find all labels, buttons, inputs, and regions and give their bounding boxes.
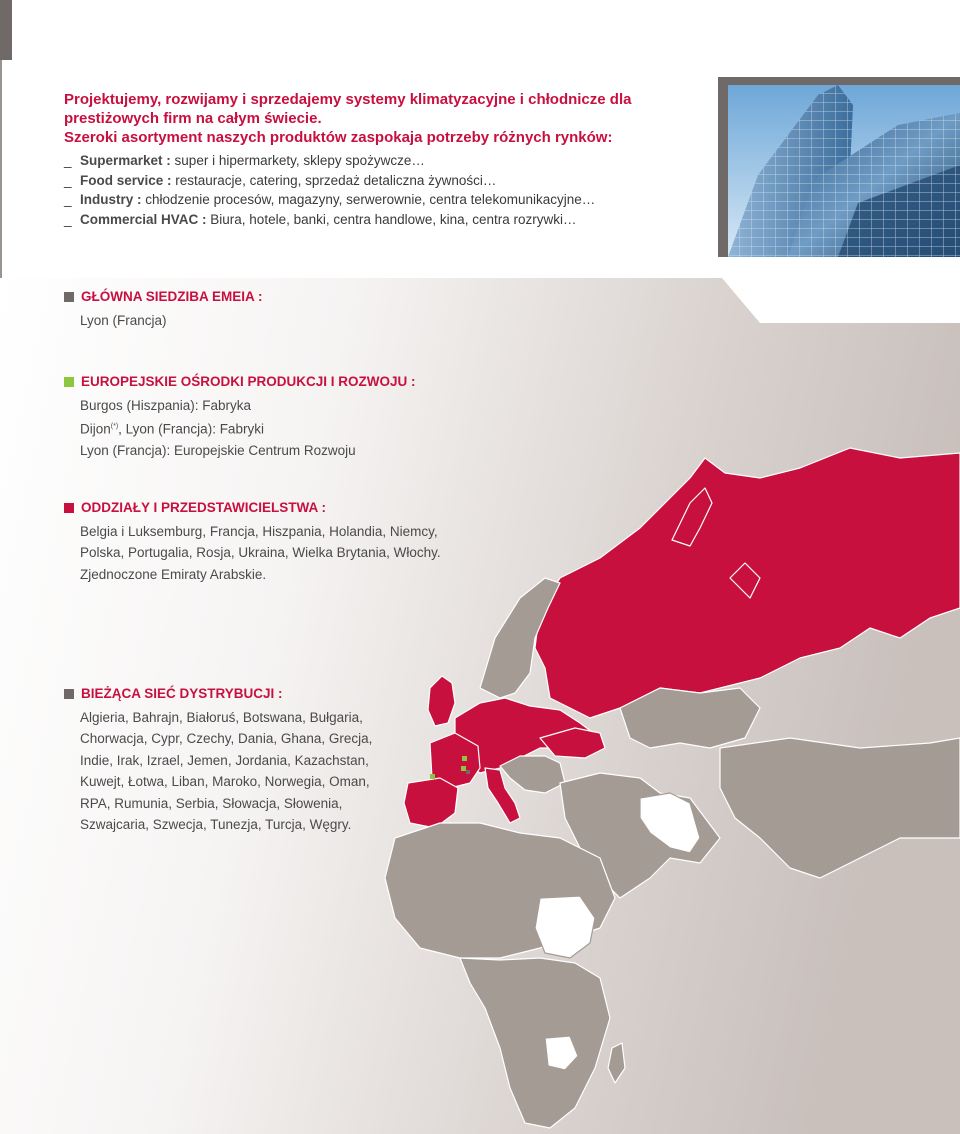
building-photo — [728, 85, 960, 257]
hq-marker-lyon — [466, 770, 470, 774]
glass-building-illustration — [728, 85, 960, 257]
bullet-dash: _ — [64, 211, 72, 227]
market-desc: Biura, hotele, banki, centra handlowe, kina, centra rozrywki… — [206, 211, 577, 227]
headquarters-heading — [64, 286, 263, 308]
distribution-line: Kuwejt, Łotwa, Liban, Maroko, Norwegia, Oman, — [80, 774, 370, 789]
production-section — [64, 371, 416, 462]
market-item — [64, 210, 704, 230]
intro-lead — [64, 90, 704, 147]
bullet-dash: _ — [64, 192, 72, 207]
bullet-dash: _ — [64, 153, 72, 168]
intro-block — [64, 90, 704, 229]
market-desc: restauracje, catering, sprzedaż detaliczna żywności… — [171, 172, 497, 188]
market-item — [64, 171, 704, 191]
production-line: Burgos (Hiszpania): Fabryka — [80, 397, 252, 413]
footnote-marker: (*) — [110, 423, 119, 430]
branches-section — [64, 497, 441, 585]
headquarters-section — [64, 286, 263, 331]
production-line: Lyon (Francja): Europejskie Centrum Rozwoju — [80, 443, 356, 458]
map-india — [720, 738, 960, 878]
map-sudan — [535, 896, 595, 958]
distribution-heading — [64, 683, 372, 705]
crimson-square-icon — [64, 503, 74, 513]
distribution-line: RPA, Rumunia, Serbia, Słowacja, Słowenia, — [80, 795, 343, 811]
map-south-africa-region — [460, 958, 610, 1128]
factory-marker-burgos — [430, 774, 435, 779]
distribution-line: Indie, Irak, Izrael, Jemen, Jordania, Kazachstan, — [80, 752, 369, 768]
headquarters-title: GŁÓWNA SIEDZIBA EMEIA : — [81, 289, 263, 304]
factory-marker-lyon — [461, 766, 466, 771]
market-name: Commercial HVAC : — [80, 211, 207, 227]
gray-square-icon — [64, 292, 74, 302]
production-title: EUROPEJSKIE OŚRODKI PRODUKCJI I ROZWOJU : — [81, 374, 416, 389]
edge-bar — [0, 0, 12, 60]
map-iberia — [404, 778, 458, 828]
branches-line: Belgia i Luksemburg, Francja, Hiszpania, Holandia, Niemcy, — [80, 523, 438, 539]
branches-line: Zjednoczone Emiraty Arabskie. — [80, 566, 267, 582]
map-balkans — [500, 756, 565, 793]
factory-marker-dijon — [462, 756, 467, 761]
market-name: Food service : — [80, 172, 172, 188]
bullet-dash: _ — [64, 172, 72, 188]
production-line-rest: , Lyon (Francja): Fabryki — [118, 421, 264, 437]
green-square-icon — [64, 377, 74, 387]
map-madagascar — [608, 1043, 625, 1083]
headquarters-line: Lyon (Francja) — [80, 312, 167, 328]
gray-square-icon — [64, 689, 74, 699]
map-central-asia — [620, 688, 760, 748]
market-item — [64, 151, 704, 171]
intro-lead-line-3: Szeroki asortyment naszych produktów zaspokaja potrzeby różnych rynków: — [64, 129, 613, 146]
distribution-section — [64, 683, 372, 836]
distribution-line: Algieria, Bahrajn, Białoruś, Botswana, Bułgaria, — [80, 709, 363, 725]
branches-line: Polska, Portugalia, Rosja, Ukraina, Wielka Brytania, Włochy. — [80, 545, 441, 560]
production-city: Dijon — [80, 421, 111, 437]
distribution-line: Chorwacja, Cypr, Czechy, Dania, Ghana, Grecja, — [80, 731, 373, 746]
intro-lead-line-1: Projektujemy, rozwijamy i sprzedajemy systemy klimatyzacyjne i chłodnicze dla — [64, 91, 632, 108]
map-uk — [428, 676, 455, 726]
production-heading — [64, 371, 416, 393]
distribution-line: Szwajcaria, Szwecja, Tunezja, Turcja, Węgry. — [80, 817, 352, 832]
intro-lead-line-2: prestiżowych firm na całym świecie. — [64, 110, 322, 127]
market-item — [64, 190, 704, 210]
market-name: Industry : — [80, 192, 142, 207]
branches-title: ODDZIAŁY I PRZEDSTAWICIELSTWA : — [81, 500, 326, 515]
production-line — [80, 416, 416, 440]
branches-heading — [64, 497, 441, 519]
distribution-title: BIEŻĄCA SIEĆ DYSTRYBUCJI : — [81, 686, 283, 701]
market-desc: chłodzenie procesów, magazyny, serwerownie, centra telekomunikacyjne… — [141, 192, 596, 207]
market-name: Supermarket : — [80, 153, 171, 168]
market-list — [64, 151, 704, 229]
market-desc: super i hipermarkety, sklepy spożywcze… — [170, 153, 425, 168]
